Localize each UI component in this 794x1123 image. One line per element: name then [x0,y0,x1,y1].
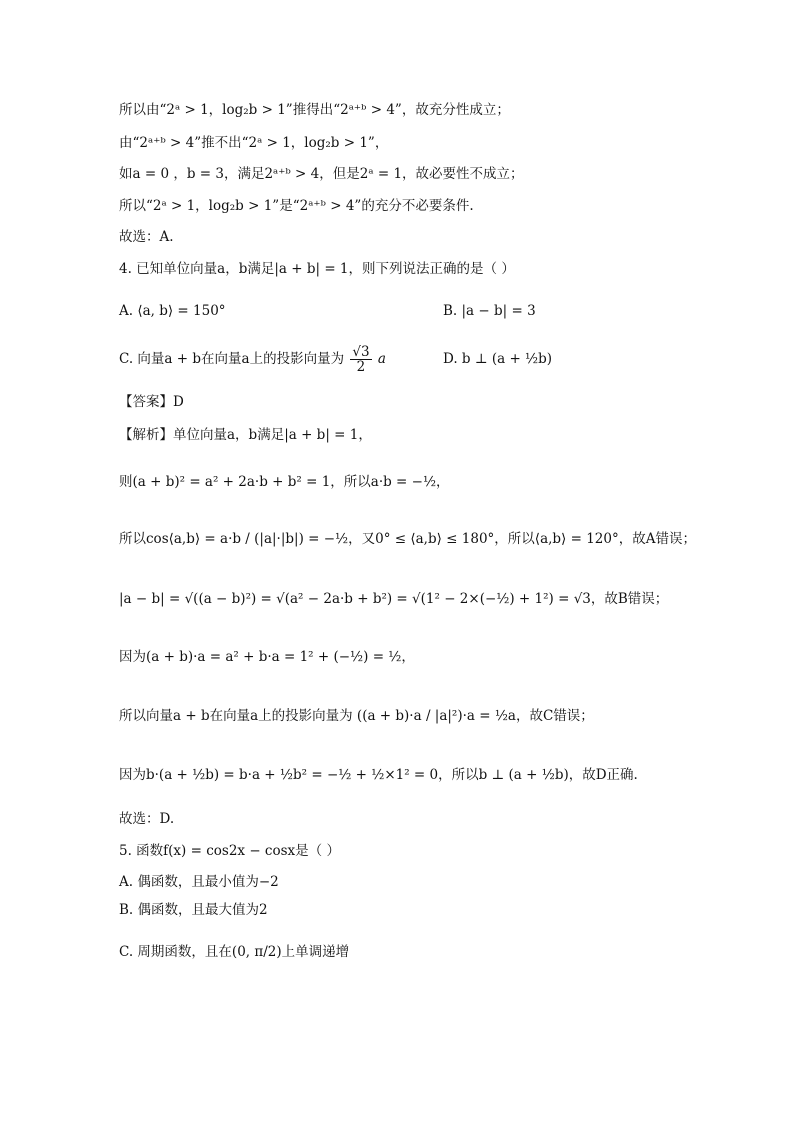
text-line: 所以由“2ᵃ > 1，log₂b > 1”推得出“2ᵃ⁺ᵇ > 4”，故充分性成立； [119,102,510,118]
option-d: D. b ⊥ (a + ½b) [443,351,553,367]
question-4: 4. 已知单位向量a，b满足|a + b| = 1，则下列说法正确的是（ ） [119,261,515,277]
solution-step: 则(a + b)² = a² + 2a·b + b² = 1，所以a·b = −½， [119,474,450,490]
q5-option-b: B. 偶函数，且最大值为2 [119,902,268,918]
text-line: 如a = 0 ，b = 3，满足2ᵃ⁺ᵇ > 4，但是2ᵃ = 1，故必要性不成立； [119,166,524,182]
q5-option-c: C. 周期函数，且在(0, π/2)上单调递增 [119,944,350,960]
solution-step: 所以向量a + b在向量a上的投影向量为 ((a + b)·a / |a|²)·a = ½a，故C错误； [119,708,594,724]
solution-step: 故选：D. [119,811,175,827]
answer-label: 【答案】D [119,394,184,410]
fraction-denominator: 2 [356,359,366,375]
text-line: 所以“2ᵃ > 1，log₂b > 1”是“2ᵃ⁺ᵇ > 4”的充分不必要条件. [119,198,474,214]
option-c [119,343,386,375]
solution-step: 因为(a + b)·a = a² + b·a = 1² + (−½) = ½， [119,649,415,665]
option-b: B. |a − b| = 3 [443,303,536,319]
text-line: 故选：A. [119,229,174,245]
solution-step: 因为b·(a + ½b) = b·a + ½b² = −½ + ½×1² = 0，所以b ⊥ (a + ½b)，故D正确. [119,767,638,783]
option-c-text: C. 向量a + b在向量a上的投影向量为 [119,351,345,367]
option-c-vector: a [377,351,386,367]
solution-step: |a − b| = √((a − b)²) = √(a² − 2a·b + b²) = √(1² − 2×(−½) + 1²) = √3，故B错误； [119,591,669,607]
fraction [350,345,371,374]
text-line: 由“2ᵃ⁺ᵇ > 4”推不出“2ᵃ > 1，log₂b > 1”， [119,135,389,151]
q5-option-a: A. 偶函数，且最小值为−2 [119,874,279,890]
option-a: A. ⟨a, b⟩ = 150° [119,303,226,319]
question-5: 5. 函数f(x) = cos2x − cosx是（ ） [119,843,340,859]
fraction-numerator: √3 [352,344,370,360]
analysis-line: 【解析】单位向量a，b满足|a + b| = 1， [119,427,372,443]
solution-step: 所以cos⟨a,b⟩ = a·b / (|a|·|b|) = −½，又0° ≤ ⟨a,b⟩ ≤ 180°，所以⟨a,b⟩ = 120°，故A错误； [119,531,696,547]
